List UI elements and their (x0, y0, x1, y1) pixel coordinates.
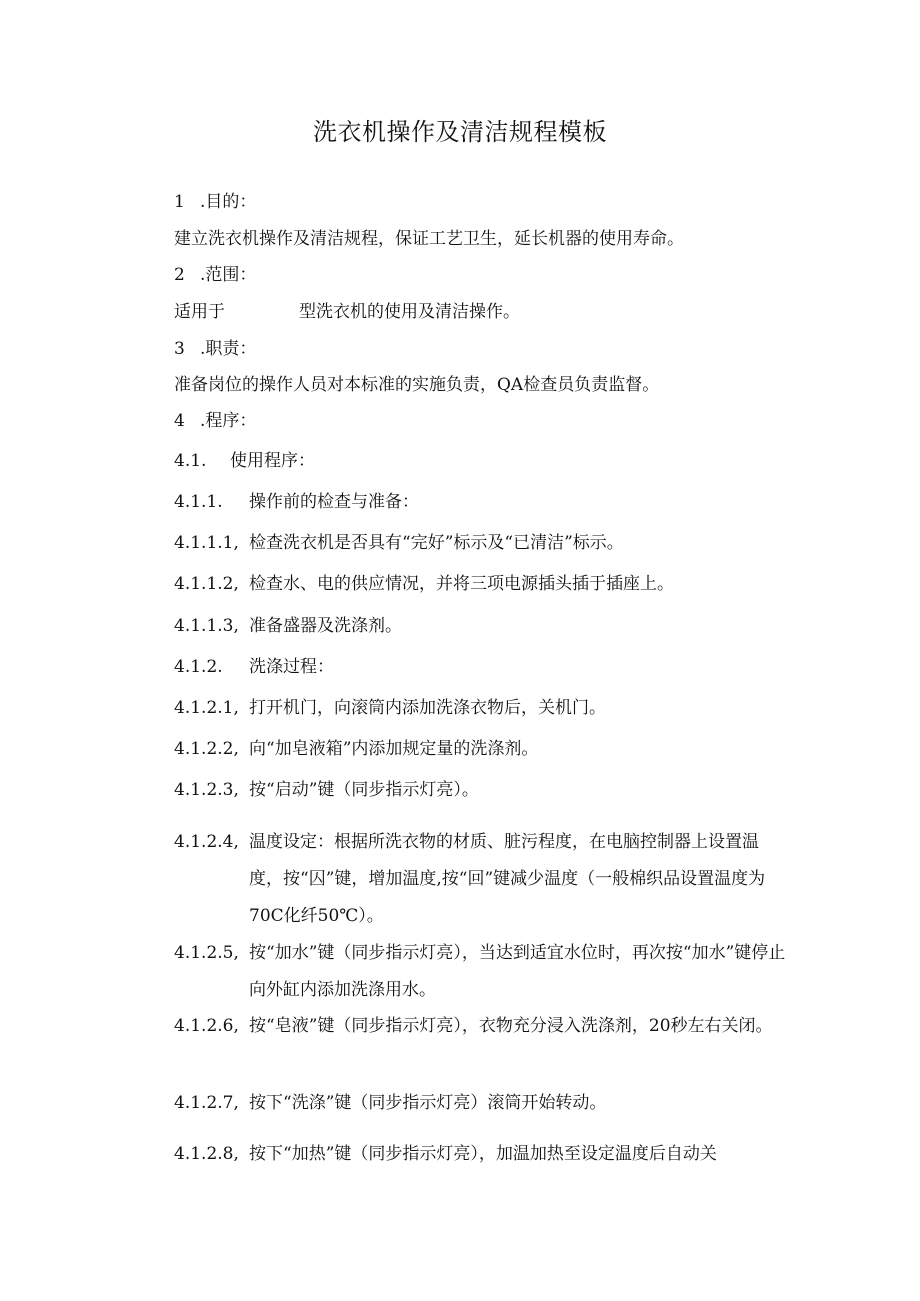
section-heading-responsibility (174, 331, 256, 367)
procedure-4-1-1-2 (174, 566, 674, 602)
procedure-4-1-2-7 (174, 1085, 606, 1121)
item-number: 4.1.1. (174, 492, 223, 512)
procedure-4-1-2-2 (174, 731, 538, 767)
item-text: 使用程序： (230, 451, 315, 471)
scope-suffix: 型洗衣机的使用及清洁操作。 (299, 302, 520, 322)
section-heading-scope (174, 257, 256, 293)
item-text: 打开机门，向滚筒内添加洗涤衣物后，关机门。 (249, 698, 606, 718)
procedure-4-1-2-3 (174, 772, 479, 808)
procedure-4-1-2-8 (174, 1136, 717, 1172)
item-text: 检查洗衣机是否具有“完好”标示及“已清洁”标示。 (249, 533, 624, 553)
page-title: 洗衣机操作及清洁规程模板 (313, 118, 607, 146)
item-text: 操作前的检查与准备： (249, 492, 419, 512)
procedure-4-1-2-4 (174, 824, 786, 935)
section-number: 1 (174, 192, 185, 212)
item-number: 4.1.2.2, (174, 739, 239, 759)
item-text: 温度设定：根据所洗衣物的材质、脏污程度，在电脑控制器上设置温度，按“囚”键，增加温度,按“回”键减少温度（一般棉织品设置温度为70C化纤50℃）。 (249, 832, 766, 926)
scope-prefix: 适用于 (174, 302, 225, 322)
section-heading-text: .职责： (200, 339, 257, 359)
item-text: 按“加水”键（同步指示灯亮），当达到适宜水位时，再次按“加水”键停止向外缸内添加洗涤用水。 (249, 943, 786, 1000)
section-heading-purpose (174, 184, 256, 220)
section-body-purpose: 建立洗衣机操作及清洁规程，保证工艺卫生，延长机器的使用寿命。 (174, 229, 684, 249)
procedure-4-1-2-5 (174, 935, 786, 1009)
procedure-4-1-1-1 (174, 525, 624, 561)
section-heading-procedure (174, 403, 256, 439)
procedure-4-1-2-6 (174, 1008, 786, 1045)
section-body-responsibility: 准备岗位的操作人员对本标准的实施负责，QA检查员负责监督。 (174, 375, 660, 395)
procedure-4-1-1 (174, 484, 419, 520)
section-heading-text: .目的： (200, 192, 257, 212)
section-heading-text: .程序： (200, 411, 257, 431)
procedure-4-1 (174, 443, 315, 479)
item-number: 4.1.2.3, (174, 780, 239, 800)
section-number: 4 (174, 411, 185, 431)
item-number: 4.1.2.4, (174, 832, 239, 852)
item-text: 准备盛器及洗涤剂。 (249, 616, 402, 636)
item-number: 4.1.2.8, (174, 1144, 239, 1164)
section-number: 2 (174, 265, 185, 285)
item-number: 4.1.2.6, (174, 1016, 239, 1036)
item-text: 按“皂液”键（同步指示灯亮），衣物充分浸入洗涤剂，20秒左右关闭。 (249, 1016, 773, 1036)
item-number: 4.1.2. (174, 657, 223, 677)
item-number: 4.1.1.3, (174, 616, 239, 636)
item-text: 检查水、电的供应情况，并将三项电源插头插于插座上。 (249, 574, 674, 594)
item-number: 4.1.2.5, (174, 943, 239, 963)
item-text: 向“加皂液箱”内添加规定量的洗涤剂。 (249, 739, 539, 759)
item-number: 4.1. (174, 451, 207, 471)
item-text: 洗涤过程： (249, 657, 334, 677)
procedure-4-1-1-3 (174, 608, 402, 644)
procedure-4-1-2-1 (174, 690, 606, 726)
item-text: 按“启动”键（同步指示灯亮）。 (249, 780, 479, 800)
item-number: 4.1.1.1, (174, 533, 239, 553)
item-number: 4.1.2.1, (174, 698, 239, 718)
item-number: 4.1.1.2, (174, 574, 239, 594)
section-number: 3 (174, 339, 185, 359)
section-heading-text: .范围： (200, 265, 257, 285)
item-text: 按下“加热”键（同步指示灯亮），加温加热至设定温度后自动关 (249, 1144, 717, 1164)
item-text: 按下“洗涤”键（同步指示灯亮）滚筒开始转动。 (249, 1093, 607, 1113)
item-number: 4.1.2.7, (174, 1093, 239, 1113)
procedure-4-1-2 (174, 649, 334, 685)
section-body-scope (174, 294, 520, 330)
